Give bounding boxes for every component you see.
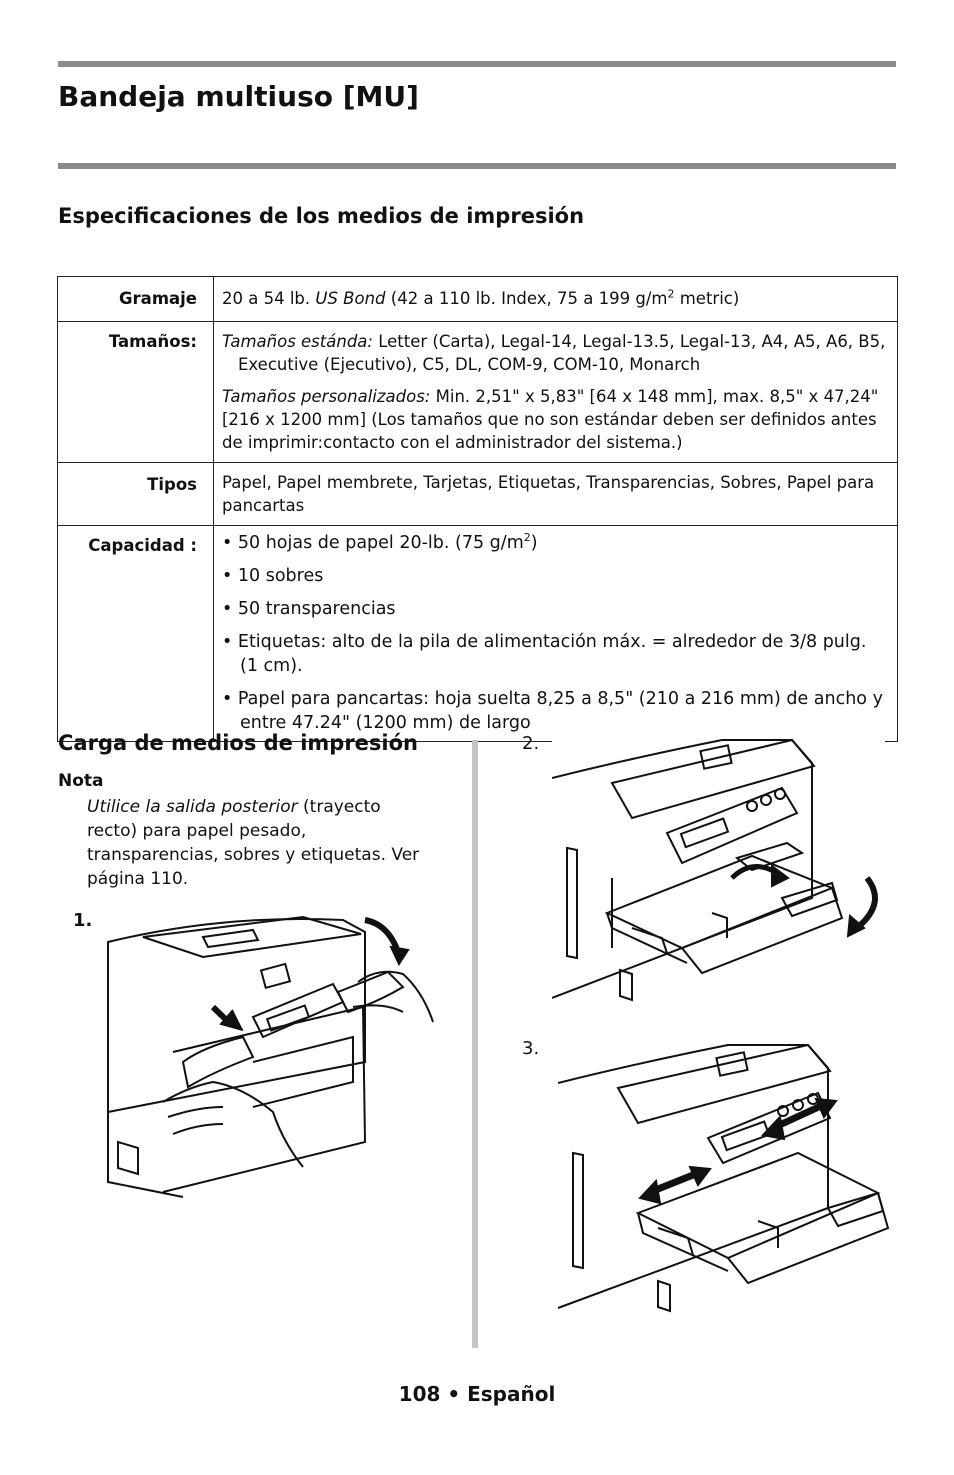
spec-row-tamanos <box>58 322 898 463</box>
spec-label: Gramaje <box>58 277 214 322</box>
printer-illustration-step-1 <box>103 912 437 1202</box>
column-divider <box>472 740 478 1348</box>
page-title: Bandeja multiuso [MU] <box>58 80 419 113</box>
spec-value: 20 a 54 lb. US Bond (42 a 110 lb. Index, 75 a 199 $g/m^2$ metric) <box>214 277 898 322</box>
step-1-label: 1. <box>73 910 93 931</box>
spec-label: Tamaños: <box>58 322 214 463</box>
section-rule <box>58 163 896 169</box>
nota-label: Nota <box>58 771 104 791</box>
carga-title: Carga de medios de impresión <box>58 731 419 755</box>
spec-value: • 50 hojas de papel 20-lb. (75 $g/m^2$) • 10 sobres • 50 transparencias • Etiquetas: alto de la pila de alimentación máx. = alrededor de 3/8 pulg. (1 cm). • Papel para pancartas: hoja suelta 8,25 a 8,5" (210 a 216 mm) de ancho y entre 47.24" (1200 mm) de largo <box>214 526 898 742</box>
spec-row-capacidad <box>58 526 898 742</box>
spec-row-tipos <box>58 463 898 526</box>
nota-body: Utilice la salida posterior (trayecto recto) para papel pesado, transparencias, sobres y etiquetas. Ver página 110. <box>87 797 420 889</box>
spec-value: Tamaños estánda: Letter (Carta), Legal-14, Legal-13.5, Legal-13, A4, A5, A6, B5, Executive (Ejecutivo), C5, DL, COM-9, COM-10, Monarch Tamaños personalizados: Min. 2,51" x 5,83" [64 x 148 mm], max. 8,5" x 47,24" [216 x 1200 mm] (Los tamaños que no son estándar deben ser definidos antes de imprimir:contacto con el administrador del sistema.) <box>214 322 898 463</box>
step-3-label: 3. <box>522 1038 540 1059</box>
top-rule <box>58 61 896 67</box>
spec-label: Capacidad : <box>58 526 214 742</box>
printer-illustration-step-3 <box>558 1043 900 1320</box>
spec-table <box>57 276 898 742</box>
spec-row-gramaje <box>58 277 898 322</box>
spec-value: Papel, Papel membrete, Tarjetas, Etiquetas, Transparencias, Sobres, Papel para pancartas <box>214 463 898 526</box>
section-title: Especificaciones de los medios de impresión <box>58 204 585 228</box>
printer-illustration-step-2 <box>552 738 885 1010</box>
page-footer: 108 • Español <box>398 1382 556 1406</box>
spec-label: Tipos <box>58 463 214 526</box>
step-2-label: 2. <box>522 733 540 754</box>
